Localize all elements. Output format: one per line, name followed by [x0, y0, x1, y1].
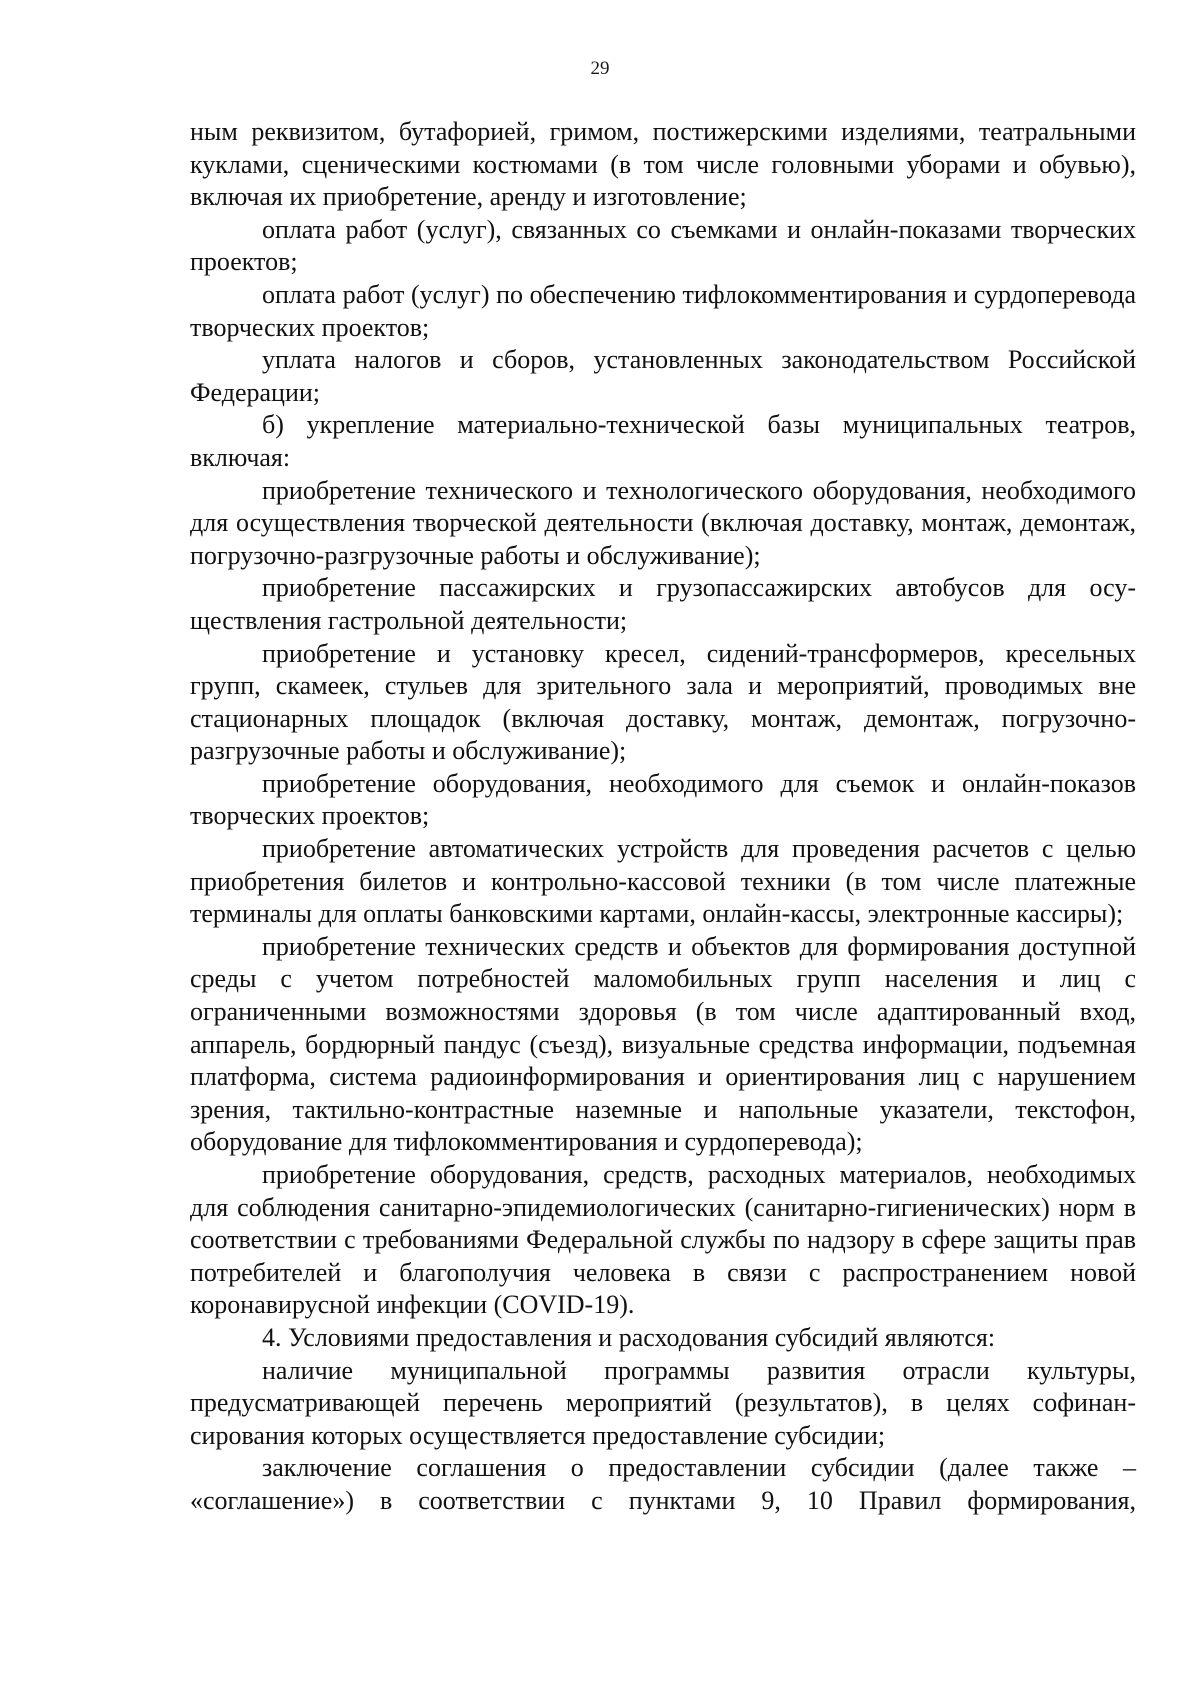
paragraph: оплата работ (услуг) по обеспечению тифлокомментирования и сурдоперевода творческих проектов;	[190, 279, 1136, 342]
paragraph: 4. Условиями предоставления и расходования субсидий являются:	[262, 1322, 996, 1352]
paragraph: приобретение и установку кресел, сидений-трансформеров, кресельных групп, скамеек, стульев для зрительного зала и мероприятий, проводимых вне стационарных площадок (включая доставку, монтаж, демонтаж, погрузочно-разгрузочные работы и обслуживание);	[190, 638, 1136, 766]
paragraph: приобретение пассажирских и грузопассажирских автобусов для осуществления гастрольной деятельности;	[190, 573, 1136, 635]
page-number: 29	[590, 58, 610, 79]
paragraph: приобретение технического и технологического оборудования, необходимого для осуществления творческой деятельности (включая доставку, монтаж, демонтаж, погрузочно-разгрузочные работы и обслуживание);	[190, 475, 1136, 570]
paragraph: приобретение технических средств и объектов для формирования доступной среды с учетом потребностей маломобильных групп населения и лиц с ограниченными возможностями здоровья (в том числе адаптированный вход, аппарель, бордюрный пандус (съезд), визуальные средства информации, подъемная платформа, система радиоинформирования и ориентирования лиц с нарушением зрения, тактильно-контрастные наземные и напольные указатели, текстофон, оборудование для тифлокомментирования и сурдоперевода);	[190, 931, 1136, 1157]
paragraph: уплата налогов и сборов, установленных законодательством Российской Федерации;	[190, 345, 1136, 407]
paragraph: ным реквизитом, бутафорией, гримом, постижерскими изделиями, театральными куклами, сценическими костюмами (в том числе головными уборами и обувью), включая их приобретение, аренду и изготовление;	[190, 117, 1136, 212]
document-body	[190, 116, 1136, 1518]
paragraph: приобретение автоматических устройств для проведения расчетов с целью приобретения билетов и контрольно-кассовой техники (в том числе платежные терминалы для оплаты банковскими картами, онлайн-кассы, электронные кассиры);	[190, 834, 1136, 929]
paragraph: приобретение оборудования, необходимого для съемок и онлайн-показов творческих проектов;	[190, 768, 1136, 831]
paragraph: б) укрепление материально-технической базы муниципальных театров, включая:	[190, 410, 1136, 472]
paragraph: приобретение оборудования, средств, расходных материалов, необходимых для соблюдения санитарно-эпидемиологических (санитарно-гигиенических) норм в соответствии с требованиями Федеральной службы по надзору в сфере защиты прав потребителей и благополучия человека в связи с распространением новой коронавирусной инфекции (COVID-19).	[190, 1160, 1136, 1320]
paragraph: наличие муниципальной программы развития отрасли культуры, предусматривающей перечень мероприятий (результатов), в целях софинансирования которых осуществляется предоставление субсидии;	[190, 1355, 1136, 1450]
paragraph: оплата работ (услуг), связанных со съемками и онлайн-показами творческих проектов;	[190, 214, 1136, 277]
paragraph: заключение соглашения о предоставлении субсидии (далее также – «соглашение») в соответствии с пунктами 9, 10 Правил формирования,	[190, 1453, 1136, 1515]
